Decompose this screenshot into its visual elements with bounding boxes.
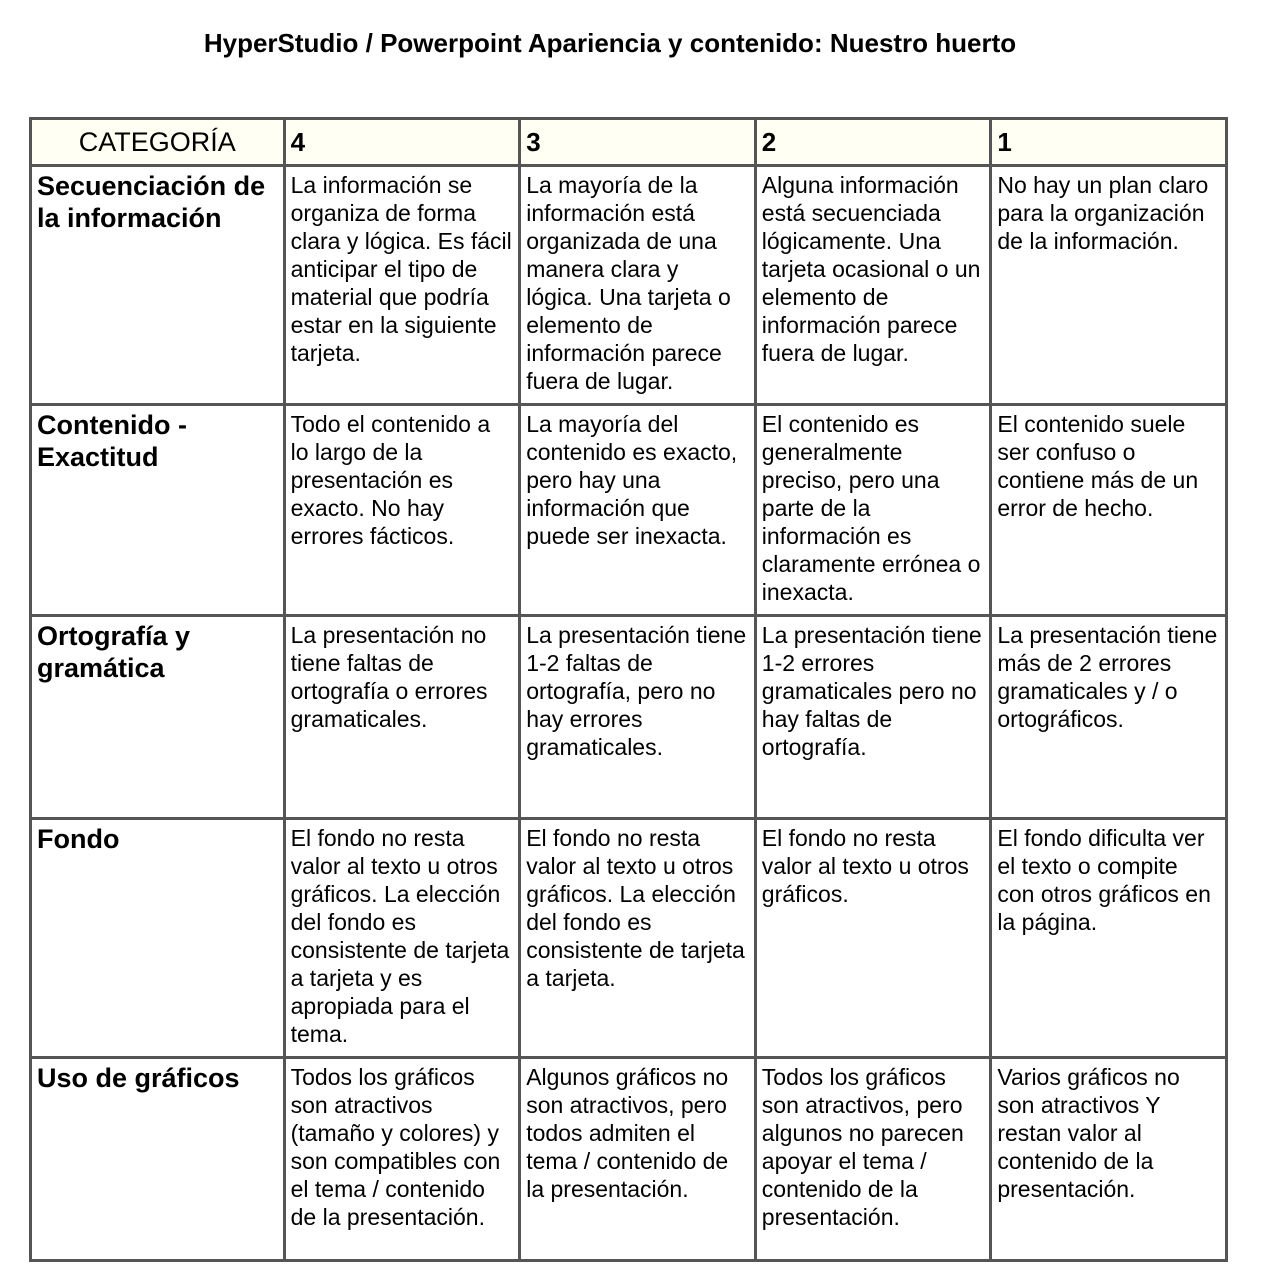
- criterion-cell: Ortografía y gramática: [32, 617, 283, 817]
- rubric-cell: La presentación no tiene faltas de ortografía o errores gramaticales.: [286, 617, 519, 817]
- rubric-cell: La mayoría del contenido es exacto, pero hay una información que puede ser inexacta.: [521, 406, 754, 614]
- level-header-3: 3: [521, 120, 754, 164]
- rubric-cell: El fondo no resta valor al texto u otros gráficos. La elección del fondo es consistente de tarjeta a tarjeta y es apropiada para el tema.: [286, 820, 519, 1056]
- rubric-cell: La presentación tiene más de 2 errores gramaticales y / o ortográficos.: [992, 617, 1225, 817]
- page-title: HyperStudio / Powerpoint Apariencia y contenido: Nuestro huerto: [203, 28, 1017, 58]
- rubric-cell: El contenido es generalmente preciso, pero una parte de la información es claramente errónea o inexacta.: [757, 406, 990, 614]
- rubric-cell: El fondo no resta valor al texto u otros gráficos. La elección del fondo es consistente de tarjeta a tarjeta.: [521, 820, 754, 1056]
- criterion-cell: Contenido - Exactitud: [32, 406, 283, 614]
- criterion-cell: Uso de gráficos: [32, 1059, 283, 1259]
- level-header-1: 1: [992, 120, 1225, 164]
- table-row: [32, 820, 1225, 1056]
- rubric-cell: El contenido suele ser confuso o contiene más de un error de hecho.: [992, 406, 1225, 614]
- rubric-cell: El fondo dificulta ver el texto o compite con otros gráficos en la página.: [992, 820, 1225, 1056]
- rubric-cell: La información se organiza de forma clara y lógica. Es fácil anticipar el tipo de material que podría estar en la siguiente tarjeta.: [286, 167, 519, 403]
- rubric-cell: Algunos gráficos no son atractivos, pero todos admiten el tema / contenido de la presentación.: [521, 1059, 754, 1259]
- table-row: [32, 617, 1225, 817]
- criterion-cell: Fondo: [32, 820, 283, 1056]
- rubric-cell: Todo el contenido a lo largo de la presentación es exacto. No hay errores fácticos.: [286, 406, 519, 614]
- table-row: [32, 1059, 1225, 1259]
- rubric-table: [29, 117, 1228, 1262]
- rubric-cell: La presentación tiene 1-2 faltas de ortografía, pero no hay errores gramaticales.: [521, 617, 754, 817]
- rubric-cell: No hay un plan claro para la organización de la información.: [992, 167, 1225, 403]
- rubric-cell: Todos los gráficos son atractivos, pero algunos no parecen apoyar el tema / contenido de la presentación.: [757, 1059, 990, 1259]
- criterion-cell: Secuenciación de la información: [32, 167, 283, 403]
- rubric-cell: El fondo no resta valor al texto u otros gráficos.: [757, 820, 990, 1056]
- rubric-cell: La presentación tiene 1-2 errores gramaticales pero no hay faltas de ortografía.: [757, 617, 990, 817]
- level-header-4: 4: [286, 120, 519, 164]
- rubric-cell: Alguna información está secuenciada lógicamente. Una tarjeta ocasional o un elemento de información parece fuera de lugar.: [757, 167, 990, 403]
- table-row: [32, 167, 1225, 403]
- rubric-cell: Varios gráficos no son atractivos Y restan valor al contenido de la presentación.: [992, 1059, 1225, 1259]
- header-row: [32, 120, 1225, 164]
- rubric-cell: La mayoría de la información está organizada de una manera clara y lógica. Una tarjeta o elemento de información parece fuera de lugar.: [521, 167, 754, 403]
- table-row: [32, 406, 1225, 614]
- rubric-cell: Todos los gráficos son atractivos (tamaño y colores) y son compatibles con el tema / contenido de la presentación.: [286, 1059, 519, 1259]
- level-header-2: 2: [757, 120, 990, 164]
- category-header: CATEGORÍA: [32, 120, 283, 164]
